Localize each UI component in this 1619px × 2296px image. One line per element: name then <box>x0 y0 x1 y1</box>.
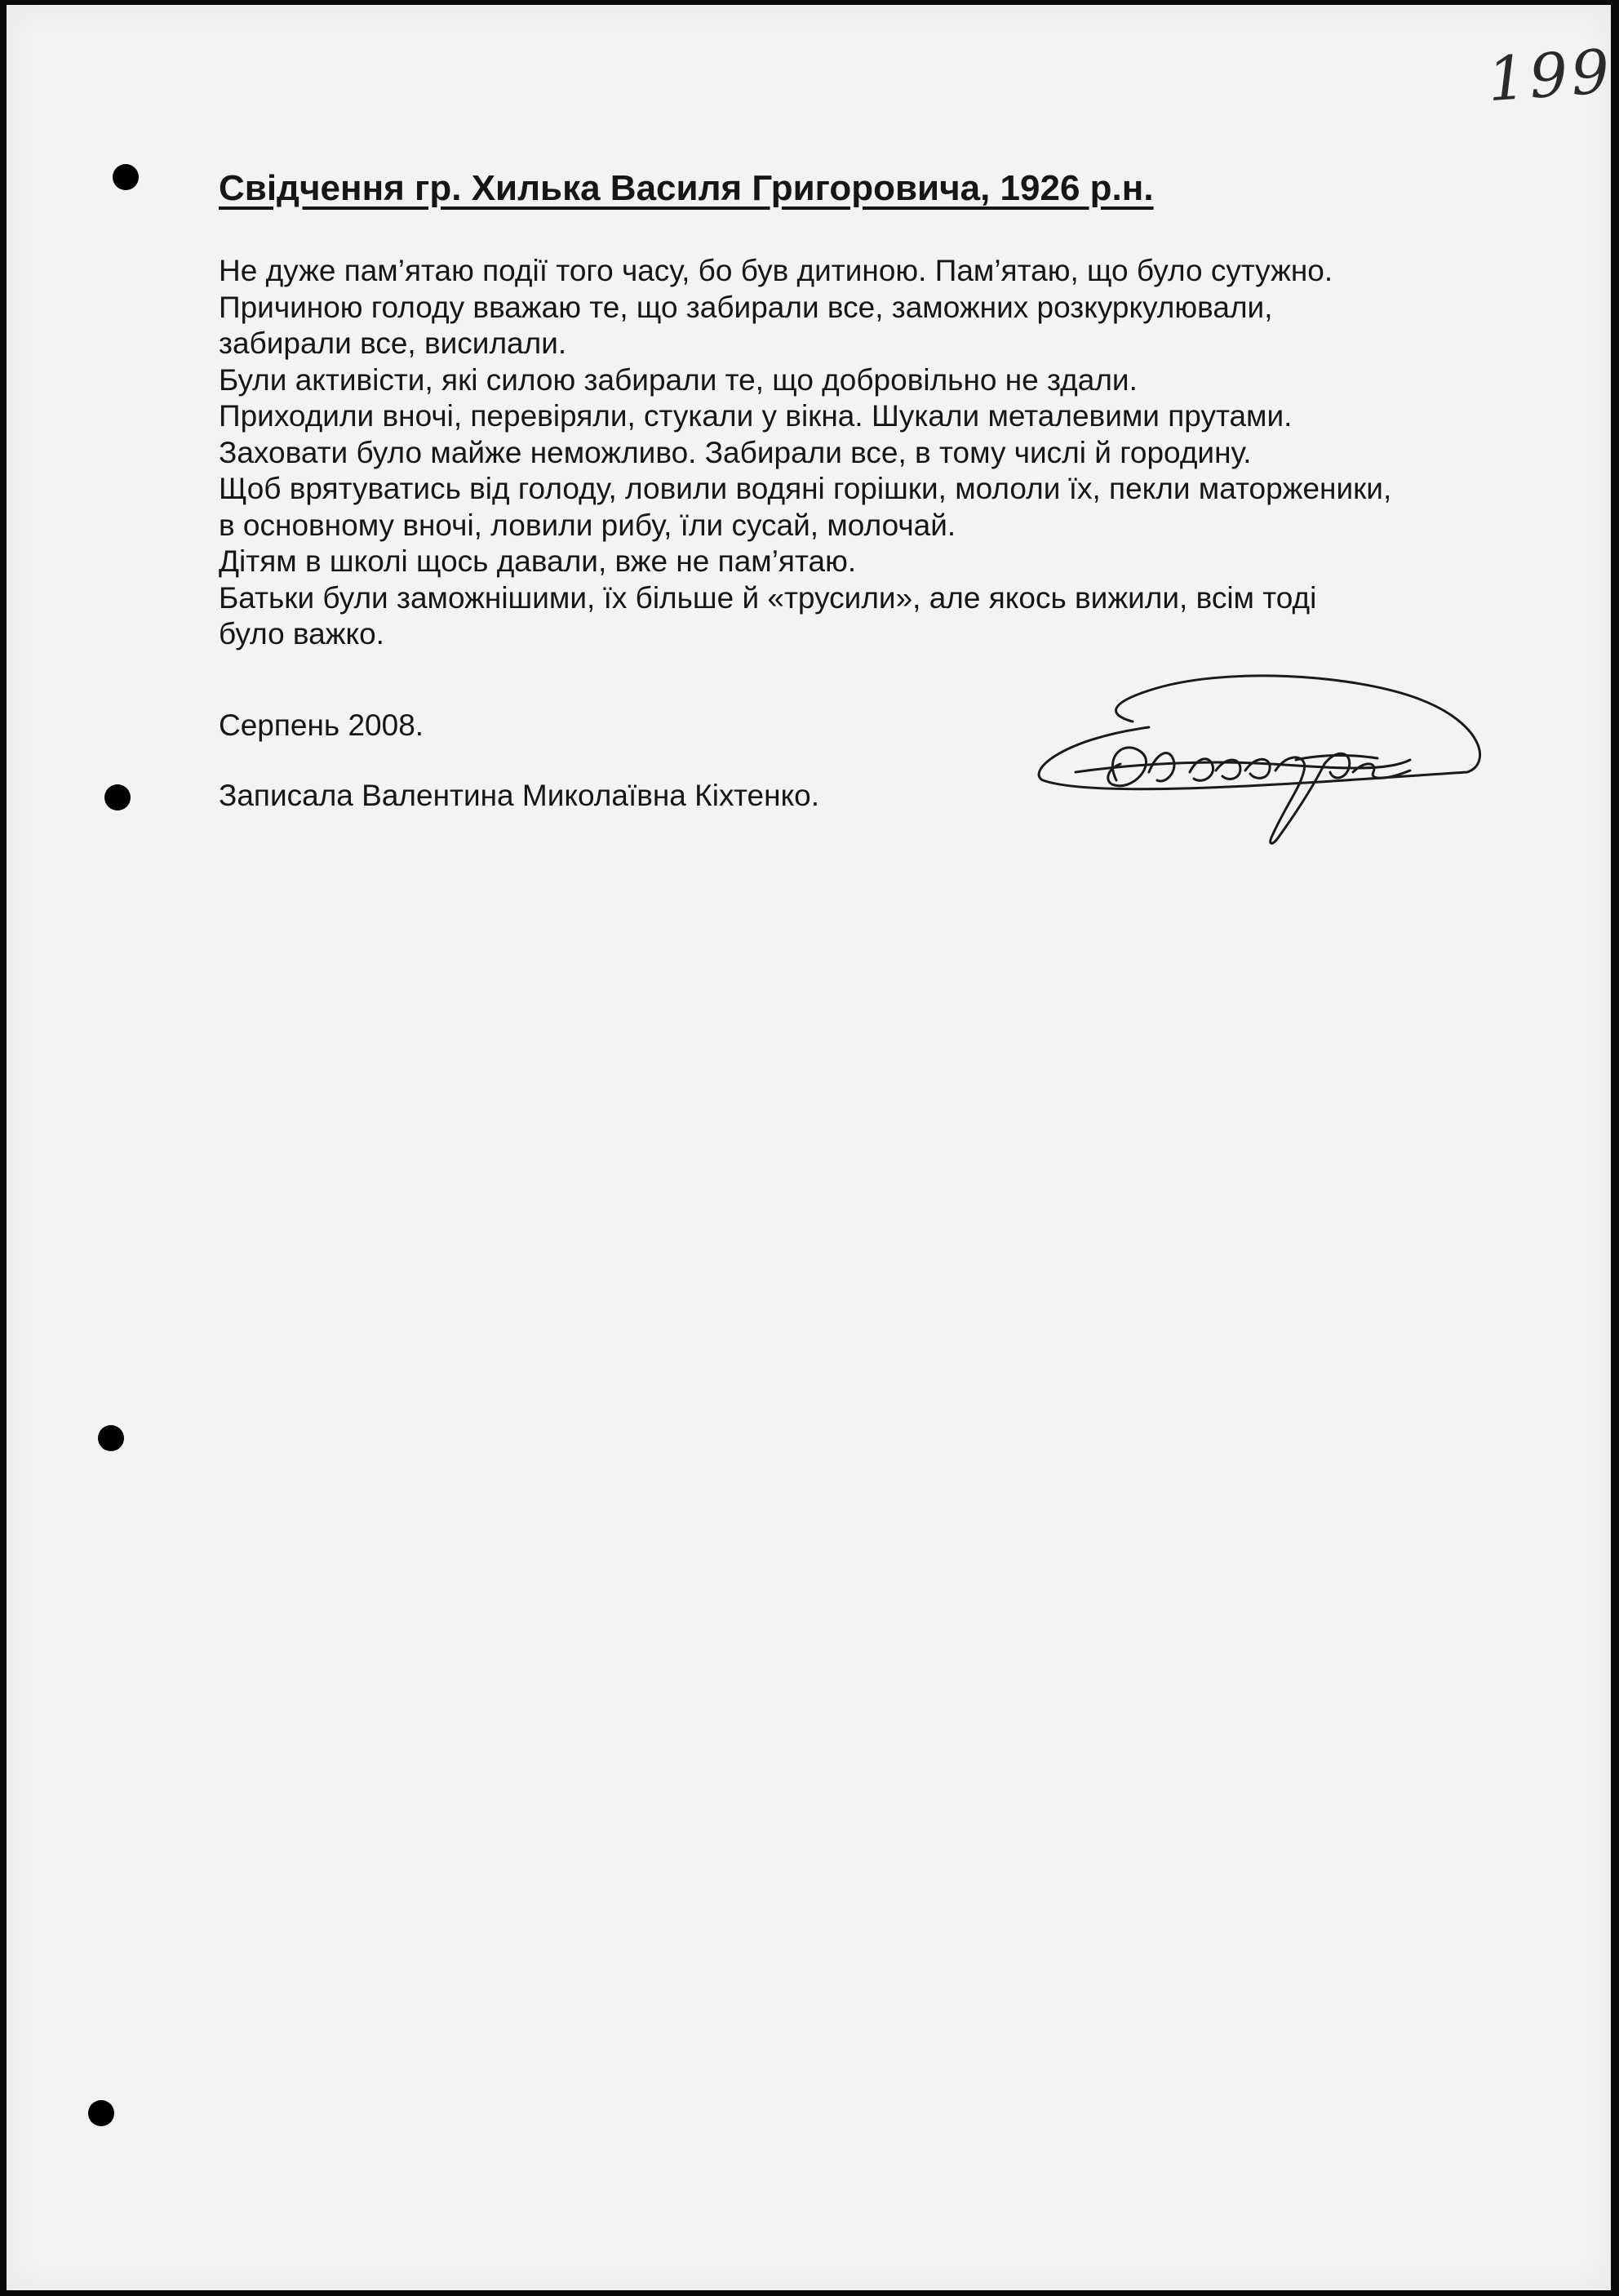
body-line: Заховати було майже неможливо. Забирали все, в тому числі й городину. <box>219 435 1252 469</box>
document-title: Свідчення гр. Хилька Василя Григоровича, 1926 р.н. <box>219 168 1154 208</box>
date-text: Серпень 2008. <box>219 708 424 742</box>
signature <box>1027 650 1500 870</box>
body-line: Причиною голоду вважаю те, що забирали все, заможних розкуркулювали, <box>219 290 1273 324</box>
body-line: Батьки були заможнішими, їх більше й «трусили», але якось вижили, всім тоді <box>219 580 1317 615</box>
body-line: Щоб врятуватись від голоду, ловили водяні горішки, мололи їх, пекли маторженики, <box>219 472 1392 505</box>
testimony-body <box>219 253 1391 653</box>
punch-hole-1 <box>113 164 139 190</box>
body-line: було важко. <box>219 617 384 651</box>
punch-hole-2 <box>104 784 131 810</box>
body-line: забирали все, висилали. <box>219 326 567 360</box>
punch-hole-4 <box>88 2100 114 2126</box>
body-line: Приходили вночі, перевіряли, стукали у вікна. Шукали металевими прутами. <box>219 399 1293 433</box>
body-line: Дітям в школі щось давали, вже не пам’ятаю. <box>219 544 857 578</box>
document-page <box>7 5 1616 2290</box>
recorder-text: Записала Валентина Миколаївна Кіхтенко. <box>219 779 820 812</box>
body-line: Були активісти, які силою забирали те, що добровільно не здали. <box>219 362 1138 397</box>
page-number: 199 <box>1485 36 1616 116</box>
punch-hole-3 <box>98 1425 124 1451</box>
body-line: Не дуже пам’ятаю події того часу, бо був дитиною. Пам’ятаю, що було сутужно. <box>219 254 1333 287</box>
body-line: в основному вночі, ловили рибу, їли сусай, молочай. <box>219 508 956 542</box>
